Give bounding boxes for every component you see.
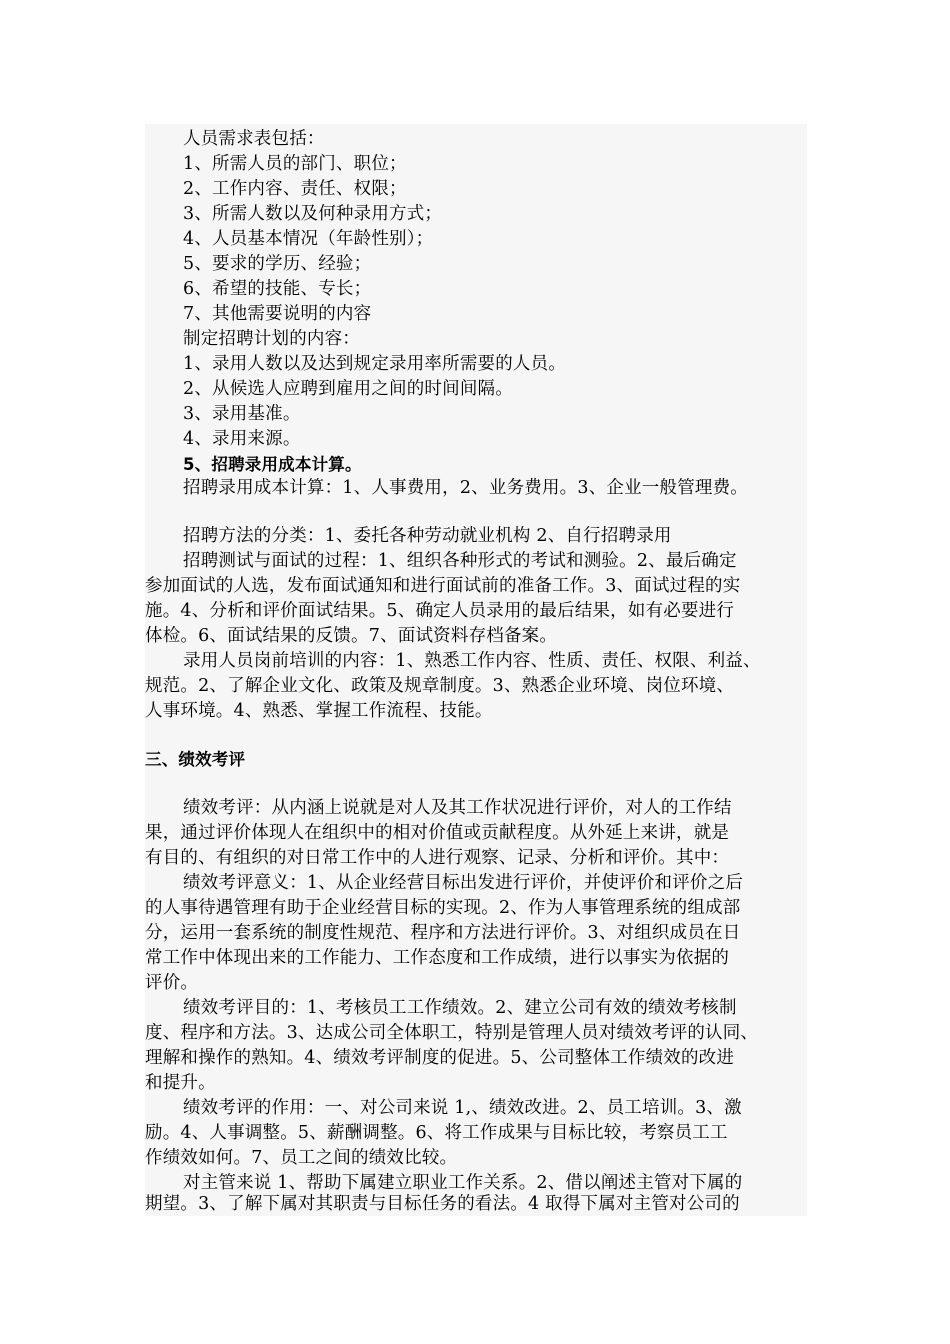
- list-item: 4、人员基本情况（年龄性别）；: [183, 229, 434, 249]
- supervisor-line: 期望。3、了解下属对其职责与目标任务的看法。4 取得下属对主管对公司的: [145, 1194, 740, 1214]
- meaning-line: 评价。: [145, 973, 199, 993]
- training-line: 录用人员岗前培训的内容：1、熟悉工作内容、性质、责任、权限、利益、: [183, 651, 761, 671]
- definition-line: 果，通过评价体现人在组织中的相对价值或贡献程度。从外延上来讲，就是: [145, 823, 730, 843]
- test-line: 参加面试的人选，发布面试通知和进行面试前的准备工作。3、面试过程的实: [145, 576, 741, 596]
- training-line: 规范。2、了解企业文化、政策及规章制度。3、熟悉企业环境、岗位环境、: [145, 676, 735, 696]
- plan-title: 制定招聘计划的内容：: [183, 329, 360, 349]
- definition-line: 有目的、有组织的对日常工作中的人进行观察、记录、分析和评价。其中：: [145, 848, 730, 868]
- purpose-line: 绩效考评目的：1、考核员工工作绩效。2、建立公司有效的绩效考核制: [183, 998, 737, 1018]
- training-line: 人事环境。4、熟悉、掌握工作流程、技能。: [145, 701, 493, 721]
- list-item: 6、希望的技能、专长；: [183, 279, 372, 299]
- role-line: 励。4、人事调整。5、薪酬调整。6、将工作成果与目标比较，考察员工工: [145, 1123, 728, 1143]
- meaning-line: 的人事待遇管理有助于企业经营目标的实现。2、作为人事管理系统的组成部: [145, 898, 741, 918]
- meaning-line: 分，运用一套系统的制度性规范、程序和方法进行评价。3、对组织成员在日: [145, 923, 741, 943]
- purpose-line: 度、程序和方法。3、达成公司全体职工，特别是管理人员对绩效考评的认同、: [145, 1023, 759, 1043]
- test-line: 体检。6、面试结果的反馈。7、面试资料存档备案。: [145, 626, 558, 646]
- plan-item-bold: 5、招聘录用成本计算。: [183, 455, 362, 474]
- list-item: 3、所需人数以及何种录用方式；: [183, 204, 443, 224]
- role-line: 作绩效如何。7、员工之间的绩效比较。: [145, 1148, 458, 1168]
- plan-item: 4、录用来源。: [183, 429, 301, 449]
- plan-item: 1、录用人数以及达到规定录用率所需要的人员。: [183, 354, 567, 374]
- role-line: 绩效考评的作用：一、对公司来说 1,、绩效改进。2、员工培训。3、激: [183, 1098, 742, 1118]
- list-item: 7、其他需要说明的内容: [183, 304, 372, 324]
- meaning-line: 常工作中体现出来的工作能力、工作态度和工作成绩，进行以事实为依据的: [145, 948, 730, 968]
- purpose-line: 理解和操作的熟知。4、绩效考评制度的促进。5、公司整体工作绩效的改进: [145, 1048, 735, 1068]
- method-line: 招聘方法的分类：1、委托各种劳动就业机构 2、自行招聘录用: [183, 526, 672, 546]
- meaning-line: 绩效考评意义：1、从企业经营目标出发进行评价，并使评价和评价之后: [183, 873, 744, 893]
- test-line: 施。4、分析和评价面试结果。5、确定人员录用的最后结果，如有必要进行: [145, 601, 735, 621]
- supervisor-line: 对主管来说 1、帮助下属建立职业工作关系。2、借以阐述主管对下属的: [183, 1173, 743, 1193]
- list-item: 5、要求的学历、经验；: [183, 254, 372, 274]
- section-heading: 三、绩效考评: [145, 750, 246, 769]
- list-item: 2、工作内容、责任、权限；: [183, 179, 407, 199]
- text-block: [145, 124, 807, 1216]
- cost-line: 招聘录用成本计算：1、人事费用，2、业务费用。3、企业一般管理费。: [183, 478, 748, 498]
- list-item: 1、所需人员的部门、职位；: [183, 154, 407, 174]
- plan-item: 3、录用基准。: [183, 404, 301, 424]
- test-line: 招聘测试与面试的过程：1、组织各种形式的考试和测验。2、最后确定: [183, 551, 737, 571]
- purpose-line: 和提升。: [145, 1073, 216, 1093]
- list-title: 人员需求表包括：: [183, 129, 325, 149]
- definition-line: 绩效考评：从内涵上说就是对人及其工作状况进行评价，对人的工作结: [183, 798, 732, 818]
- plan-item: 2、从候选人应聘到雇用之间的时间间隔。: [183, 379, 513, 399]
